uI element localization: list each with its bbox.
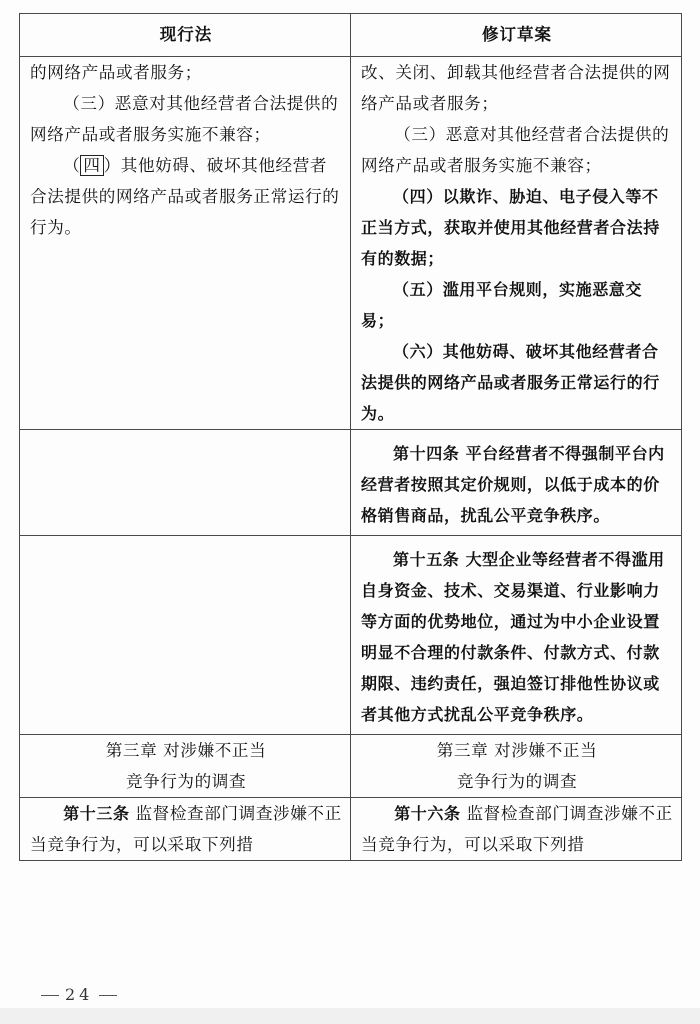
paragraph: （三）恶意对其他经营者合法提供的网络产品或者服务实施不兼容； [361,125,670,175]
article-15: 第十五条 大型企业等经营者不得滥用自身资金、技术、交易渠道、行业影响力等方面的优势地位，通过为中小企业设置明显不合理的付款条件、付款方式、付款期限、违约责任，强迫签订排他性协议或者其他方式扰乱公平竞争秩序。 [361,550,665,724]
article-label: 第十三条 [63,804,130,823]
page-footer [35,985,123,1004]
article-text: 监督检查部门调查涉嫌不正当竞争行为，可以采取下列措 [30,804,342,854]
dash-right [99,995,117,996]
chapter-title-line2: 竞争行为的调查 [125,772,247,791]
article-label: 第十六条 [394,804,461,823]
chapter-title-line1: 第三章 对涉嫌不正当 [105,741,267,760]
page-bottom-edge [0,1008,700,1024]
article-text: 监督检查部门调查涉嫌不正当竞争行为，可以采取下列措 [361,804,673,854]
comparison-table [19,13,682,861]
revision-draft-cell [351,798,682,861]
paragraph: （六）其他妨碍、破坏其他经营者合法提供的网络产品或者服务正常运行的行为。 [361,342,660,423]
paragraph: （三）恶意对其他经营者合法提供的网络产品或者服务实施不兼容； [30,94,339,144]
table-row [20,57,682,430]
chapter-title-line1: 第三章 对涉嫌不正当 [436,741,598,760]
paragraph: （五）滥用平台规则，实施恶意交易； [361,280,643,330]
article-14: 第十四条 平台经营者不得强制平台内经营者按照其定价规则，以低于成本的价格销售商品，扰乱公平竞争秩序。 [361,444,665,525]
table-row [20,798,682,861]
header-revision-draft: 修订草案 [351,14,682,57]
paragraph: 改、关闭、卸载其他经营者合法提供的网络产品或者服务； [361,63,671,113]
article-13 [30,798,342,860]
table-row [20,536,682,735]
table-row [20,430,682,536]
dash-left [41,995,59,996]
paren-open: （ [63,156,81,175]
current-law-cell [20,57,351,430]
revision-draft-cell [351,430,682,536]
article-16 [361,798,673,860]
header-current-law: 现行法 [20,14,351,57]
table-row [20,735,682,798]
current-law-cell [20,798,351,861]
revision-draft-cell [351,536,682,735]
paragraph-rest: ）其他妨碍、破坏其他经营者合法提供的网络产品或者服务正常运行的行为。 [30,156,340,237]
chapter-title-line2: 竞争行为的调查 [456,772,578,791]
page-number: 24 [65,985,94,1004]
header-row [20,14,682,57]
revision-draft-cell [351,57,682,430]
empty-cell [20,430,351,536]
paragraph [30,150,342,243]
chapter-heading-draft [351,735,682,798]
paragraph: （四）以欺诈、胁迫、电子侵入等不正当方式，获取并使用其他经营者合法持有的数据； [361,187,660,268]
boxed-character: 四 [80,155,103,176]
paragraph: 的网络产品或者服务； [30,63,202,82]
empty-cell [20,536,351,735]
chapter-heading-current [20,735,351,798]
